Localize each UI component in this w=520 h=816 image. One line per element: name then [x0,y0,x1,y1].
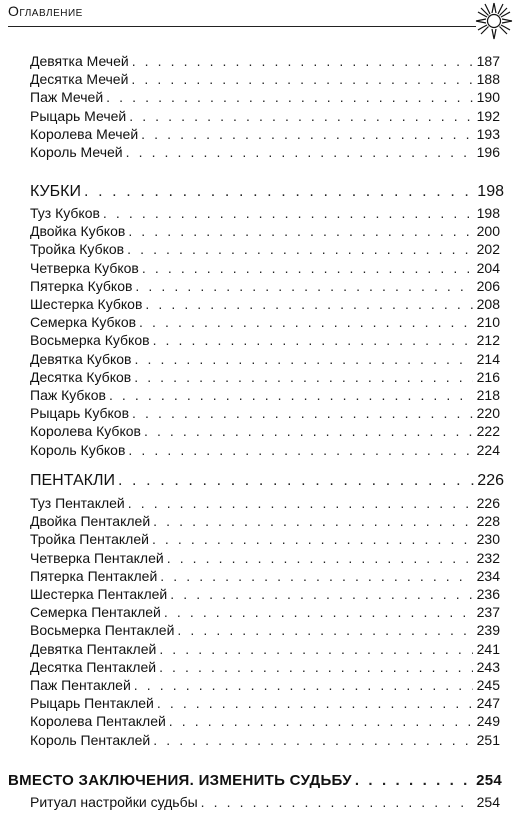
dot-leader [170,585,473,603]
dot-leader [152,530,473,548]
entry-title: Король Кубков [30,442,126,458]
entry-title: Королева Кубков [30,423,141,439]
toc-entry[interactable] [30,694,500,712]
entry-title: Пятерка Пентаклей [30,568,158,584]
dot-leader [153,731,473,749]
toc-entry[interactable] [30,585,500,603]
entry-title: Восьмерка Кубков [30,332,150,348]
page-number: 226 [476,495,500,511]
page-number: 245 [476,677,500,693]
entry-title: Король Пентаклей [30,732,151,748]
dot-leader [135,350,474,368]
entry-title: Десятка Мечей [30,71,129,87]
header-rule [8,26,476,27]
dot-leader [127,240,473,258]
dot-leader [159,640,473,658]
toc-section-heading[interactable] [30,471,504,491]
dot-leader [177,621,473,639]
page-number: 228 [476,513,500,529]
entry-title: Шестерка Кубков [30,296,143,312]
entry-title: Восьмерка Пентаклей [30,622,175,638]
toc-entry[interactable] [30,530,500,548]
toc-entry[interactable] [30,295,500,313]
toc-section-heading[interactable] [8,771,502,791]
page-number: 224 [476,442,500,458]
toc-entry[interactable] [30,712,500,730]
dot-leader [144,422,473,440]
page-number: 237 [476,604,500,620]
page-number: 190 [476,89,500,105]
entry-title: Девятка Мечей [30,53,129,69]
toc-entry[interactable] [30,88,500,106]
dot-leader [132,52,473,70]
dot-leader [153,512,473,530]
page-number: 226 [477,472,504,489]
entry-title: Паж Мечей [30,89,104,105]
dot-leader [142,259,473,277]
toc-entry[interactable] [30,240,500,258]
toc-entry[interactable] [30,640,500,658]
page-number: 218 [476,387,500,403]
page-number: 200 [476,223,500,239]
page-number: 239 [476,622,500,638]
section-title: ПЕНТАКЛИ [30,472,115,489]
page-number: 241 [476,641,500,657]
page-number: 234 [476,568,500,584]
toc-entry[interactable] [30,277,500,295]
dot-leader [131,70,473,88]
dot-leader [132,404,473,422]
toc-entry[interactable] [30,603,500,621]
page-number: 210 [476,314,500,330]
page-number: 206 [476,278,500,294]
entry-title: Девятка Пентаклей [30,641,157,657]
toc-entry[interactable] [30,494,500,512]
toc-entry[interactable] [30,125,500,143]
dot-leader [129,107,473,125]
entry-title: Рыцарь Кубков [30,405,130,421]
page-number: 196 [476,144,500,160]
dot-leader [169,712,473,730]
section-title: ВМЕСТО ЗАКЛЮЧЕНИЯ. ИЗМЕНИТЬ СУДЬБУ [8,772,352,789]
dot-leader [128,222,473,240]
section-title: КУБКИ [30,183,81,200]
page-header [0,0,520,46]
dot-leader [109,386,473,404]
toc-entry[interactable] [30,368,500,386]
toc-entry[interactable] [30,441,500,459]
sun-icon [472,0,516,44]
entry-title: Четверка Кубков [30,260,139,276]
entry-title: Туз Кубков [30,205,100,221]
toc-entry[interactable] [30,222,500,240]
page-number: 208 [476,296,500,312]
entry-title: Рыцарь Пентаклей [30,695,154,711]
page-number: 212 [476,332,500,348]
dot-leader [84,182,474,202]
toc-entry[interactable] [30,658,500,676]
page-number: 232 [476,550,500,566]
entry-title: Пятерка Кубков [30,278,133,294]
page-number: 214 [476,351,500,367]
entry-title: Десятка Пентаклей [30,659,157,675]
dot-leader [355,771,473,791]
dot-leader [164,603,473,621]
page-number: 202 [476,241,500,257]
dot-leader [141,125,473,143]
entry-title: Король Мечей [30,144,123,160]
page-number: 243 [476,659,500,675]
toc-entry[interactable] [30,259,500,277]
toc-entry[interactable] [30,512,500,530]
dot-leader [103,204,473,222]
toc-section-heading[interactable] [30,182,504,202]
page-number: 254 [476,772,502,789]
entry-title: Семерка Кубков [30,314,137,330]
running-title: Оглавление [8,3,83,19]
page-number: 187 [476,53,500,69]
toc-entry[interactable] [30,386,500,404]
toc-entry[interactable] [30,549,500,567]
entry-title: Десятка Кубков [30,369,132,385]
page-number: 249 [476,713,500,729]
entry-title: Королева Мечей [30,126,139,142]
entry-title: Девятка Кубков [30,351,132,367]
page-number: 216 [476,369,500,385]
entry-title: Туз Пентаклей [30,495,125,511]
dot-leader [167,549,473,567]
toc-entry[interactable] [30,404,500,422]
toc-entry[interactable] [30,621,500,639]
page-number: 230 [476,531,500,547]
toc-entry[interactable] [30,731,500,749]
entry-title: Двойка Кубков [30,223,126,239]
page-number: 222 [476,423,500,439]
toc-entry[interactable] [30,107,500,125]
toc-entry[interactable] [30,422,500,440]
page-number: 192 [476,108,500,124]
page-number: 198 [476,205,500,221]
entry-title: Рыцарь Мечей [30,108,127,124]
page-number: 247 [476,695,500,711]
toc-entry[interactable] [30,52,500,70]
dot-leader [134,368,473,386]
toc-entry[interactable] [30,567,500,585]
dot-leader [106,88,473,106]
entry-title: Паж Пентаклей [30,677,131,693]
entry-title: Двойка Пентаклей [30,513,151,529]
toc-entry[interactable] [30,70,500,88]
page-number: 254 [476,794,500,810]
dot-leader [134,676,473,694]
toc-entry[interactable] [30,143,500,161]
toc-entry[interactable] [30,313,500,331]
entry-title: Тройка Кубков [30,241,125,257]
page-number: 251 [476,732,500,748]
entry-title: Королева Пентаклей [30,713,166,729]
entry-title: Паж Кубков [30,387,106,403]
page-number: 204 [476,260,500,276]
dot-leader [128,494,473,512]
entry-title: Ритуал настройки судьбы [30,794,198,810]
page-number: 220 [476,405,500,421]
dot-leader [157,694,473,712]
dot-leader [118,471,474,491]
dot-leader [145,295,473,313]
page-number: 236 [476,586,500,602]
page-number: 188 [476,71,500,87]
toc-entry[interactable] [30,350,500,368]
dot-leader [160,567,473,585]
toc-entry[interactable] [30,204,500,222]
dot-leader [159,658,473,676]
page-number: 198 [477,183,504,200]
toc-entry[interactable] [30,676,500,694]
entry-title: Тройка Пентаклей [30,531,149,547]
page-number: 193 [476,126,500,142]
dot-leader [135,277,473,295]
dot-leader [139,313,473,331]
entry-title: Четверка Пентаклей [30,550,164,566]
toc-entry[interactable] [30,331,500,349]
entry-title: Семерка Пентаклей [30,604,161,620]
dot-leader [201,793,473,811]
toc-entry[interactable] [30,793,500,811]
dot-leader [126,143,473,161]
dot-leader [153,331,473,349]
dot-leader [128,441,473,459]
entry-title: Шестерка Пентаклей [30,586,168,602]
